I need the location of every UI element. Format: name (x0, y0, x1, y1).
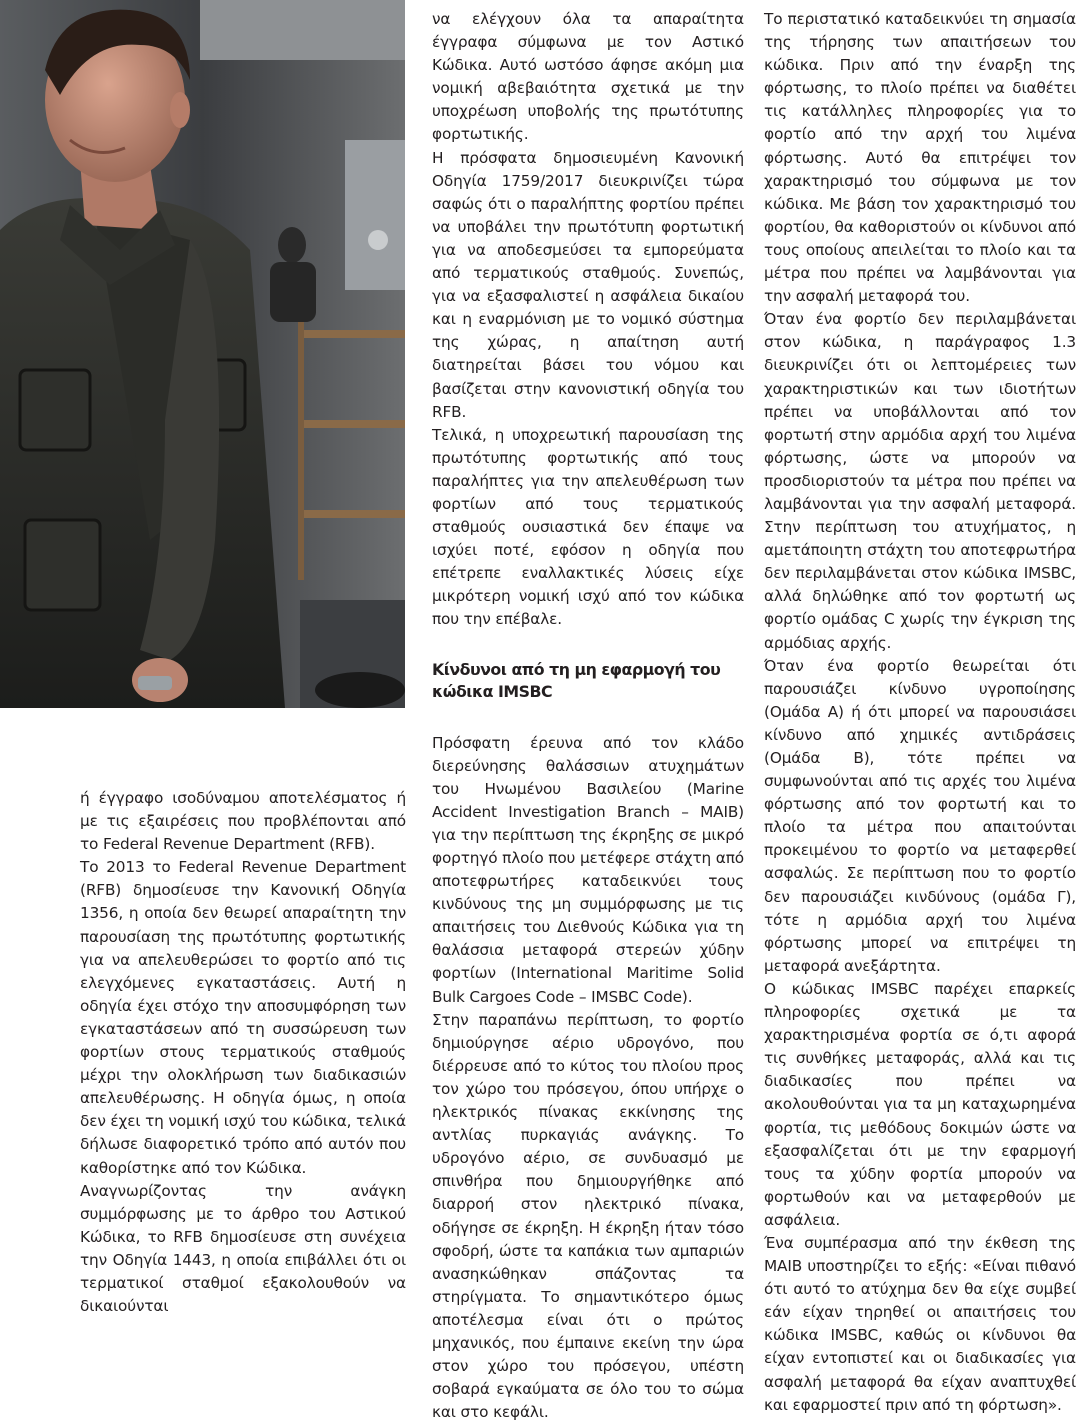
paragraph: Το περιστατικό καταδεικνύει τη σημασία της τήρησης των απαιτήσεων του κώδικα. Πριν από την έναρξη της φόρτωσης, το πλοίο πρέπει να διαθέτει τις κατάλληλες πληροφορίες για το φορτίο από την αρχή του λιμένα φόρτωσης. Αυτό θα επιτρέψει τον χαρακτηρισμό του σύμφωνα με τον κώδικα. Με βάση τον χαρακτηρισμό του φορτίου, θα καθοριστούν οι κίνδυνοι από τους οποίους απειλείται το πλοίο και τα μέτρα που πρέπει να λαμβάνονται για την ασφαλή μεταφορά του. (764, 10, 1076, 306)
paragraph: Η πρόσφατα δημοσιευμένη Κανονική Οδηγία 1759/2017 διευκρινίζει τώρα σαφώς ότι ο παραλήπτης φορτίου πρέπει να υποβάλει την πρωτότυπη φορτωτική για να αποδεσμεύσει τα εμπορεύματα από τερματικούς σταθμούς. Συνεπώς, για να εξασφαλιστεί η ασφάλεια δικαίου και η εναρμόνιση με το νομικό σύστημα της χώρας, η απαίτηση αυτή διατηρείται βάσει του νόμου και βασίζεται στην κανονιστική οδηγία του RFB. (432, 148, 744, 421)
photo-illustration (0, 0, 405, 708)
paragraph: Όταν ένα φορτίο δεν περιλαμβάνεται στον κώδικα, η παράγραφος 1.3 διευκρινίζει ότι οι λεπτομέρειες των χαρακτηριστικών και των ιδιοτήτων πρέπει να υποβάλλονται από τον φορτωτή στην αρμόδια αρχή του λιμένα φόρτωσης, ώστε να μπορούν να προσδιοριστούν τα μέτρα που πρέπει να λαμβάνονται για την ασφαλή μεταφορά. Στην περίπτωση του ατυχήματος, η αμετάποιητη στάχτη του αποτεφρωτήρα δεν περιλαμβάνεται στον κώδικα IMSBC, αλλά δηλώθηκε από τον φορτωτή ως φορτίο ομάδας C χωρίς την έγκριση της αρμόδιας αρχής. (764, 310, 1076, 652)
paragraph: να ελέγχουν όλα τα απαραίτητα έγγραφα σύμφωνα με τον Αστικό Κώδικα. Αυτό ωστόσο άφησε ακόμη μια νομική αβεβαιότητα σχετικά με την υποχρέωση υποβολής της πρωτότυπης φορτωτικής. (432, 10, 744, 144)
paragraph: Αναγνωρίζοντας την ανάγκη συμμόρφωσης με το άρθρο του Αστικού Κώδικα, το RFB δημοσίευσε στη συνέχεια την Οδηγία 1443, η οποία επιβάλλει ότι οι τερματικοί σταθμοί εξακολουθούν να δικαιούνται (80, 1181, 406, 1316)
section-heading: Κίνδυνοι από τη μη εφαρμογή του κώδικα IMSBC (432, 659, 721, 701)
paragraph: Ένα συμπέρασμα από την έκθεση της MAIB υποστηρίζει το εξής: «Είναι πιθανό ότι αυτό το ατύχημα δεν θα είχε συμβεί εάν είχαν τηρηθεί οι απαιτήσεις του κώδικα IMSBC, καθώς οι κίνδυνοι θα είχαν εντοπιστεί και οι διαδικασίες για ασφαλή μεταφορά θα είχαν αναπτυχθεί και εφαρμοστεί πριν από τη φόρτωση». (764, 1233, 1076, 1414)
paragraph: Τελικά, η υποχρεωτική παρουσίαση της πρωτότυπης φορτωτικής από τους παραλήπτες για την απελευθέρωση των φορτίων από τους τερματικούς σταθμούς ουσιαστικά δεν έπαψε να ισχύει ποτέ, εφόσον η οδηγία που επέτρεπε εναλλακτικές λύσεις είχε μικρότερη νομική ισχύ από τον κώδικα που την επέβαλε. (432, 425, 744, 629)
column-3 (764, 8, 1076, 1417)
man-portrait-photo (0, 0, 405, 708)
paragraph: Το 2013 το Federal Revenue Department (RFB) δημοσίευσε την Κανονική Οδηγία 1356, η οποία δεν θεωρεί απαραίτητη την παρουσίαση της πρωτότυπης φορτωτικής για να απελευθερώσει το φορτίο από τις ελεγχόμενες εγκαταστάσεις. Αυτή η οδηγία έχει στόχο την αποσυμφόρηση των εγκαταστάσεων από τη συσσώρευση των φορτίων στους τερματικούς σταθμούς μέχρι την ολοκλήρωση των διαδικασιών απελευθέρωσης. Η οδηγία όμως, η οποία δεν έχει τη νομική ισχύ του κώδικα, τελικά δήλωσε διαφορετικό τρόπο από αυτόν που καθορίστηκε από τον Κώδικα. (80, 858, 406, 1177)
paragraph: Ο κώδικας IMSBC παρέχει επαρκείς πληροφορίες σχετικά με τα χαρακτηρισμένα φορτία σε ό,τι αφορά τις συνθήκες μεταφοράς, αλλά και τις διαδικασίες που πρέπει να ακολουθούνται για τα μη καταχωρημένα φορτία, τις μεθόδους δοκιμών ώστε να εξασφαλίζεται ότι με την εφαρμογή τους τα χύδην φορτία μπορούν να φορτωθούν και να μεταφερθούν με ασφάλεια. (764, 979, 1076, 1229)
paragraph: Στην παραπάνω περίπτωση, το φορτίο δημιούργησε αέριο υδρογόνο, που διέρρευσε από το κύτος του πλοίου προς τον χώρο του πρόσεγου, όπου υπήρχε ο ηλεκτρικός πίνακας εκκίνησης της αντλίας πυρκαγιάς ανάγκης. Το υδρογόνο αέριο, σε συνδυασμό με σπινθήρα που δημιουργήθηκε από διαρροή στον ηλεκτρικό πίνακα, οδήγησε σε έκρηξη. Η έκρηξη ήταν τόσο σφοδρή, ώστε τα καπάκια των αμπαριών ανασηκώθηκαν σπάζοντας τα στηρίγματα. Το σημαντικότερο όμως αποτέλεσμα είναι ότι ο πρώτος μηχανικός, που έμπαινε εκείνη την ώρα στον χώρο του πρόσεγου, υπέστη σοβαρά εγκαύματα σε όλο του το σώμα και στο κεφάλι. (432, 1010, 744, 1422)
paragraph: ή έγγραφο ισοδύναμου αποτελέσματος ή με τις εξαιρέσεις που προβλέπονται από το Federal Revenue Department (RFB). (80, 789, 406, 854)
paragraph: Πρόσφατη έρευνα από τον κλάδο διερεύνησης θαλάσσιων ατυχημάτων του Ηνωμένου Βασιλείου (Marine Accident Investigation Branch – MAIB) για την περίπτωση της έκρηξης σε μικρό φορτηγό πλοίο που μετέφερε στάχτη από αποτεφρωτήρες καταδεικνύει τους κινδύνους της μη συμμόρφωσης με τις απαιτήσεις του Διεθνούς Κώδικα για τη θαλάσσια μεταφορά στερεών χύδην φορτίων (International Maritime Solid Bulk Cargoes Code – IMSBC Code). (432, 733, 745, 1006)
column-1 (80, 787, 406, 1318)
paragraph: Όταν ένα φορτίο θεωρείται ότι παρουσιάζει κίνδυνο υγροποίησης (Ομάδα Α) ή ότι μπορεί να παρουσιάσει κίνδυνο από χημικές αντιδράσεις (Ομάδα Β), τότε πρέπει να συμφωνούνται από τις αρχές του λιμένα φόρτωσης από τον φορτωτή και το πλοίο τα μέτρα που απαιτούνται προκειμένου το φορτίο να μεταφερθεί ασφαλώς. Σε περίπτωση που το φορτίο δεν παρουσιάζει κινδύνους (ομάδα Γ), τότε η αρμόδια αρχή του λιμένα φόρτωσης μπορεί να επιτρέψει τη μεταφορά ανεξάρτητα. (764, 656, 1076, 975)
column-2 (432, 8, 744, 1424)
